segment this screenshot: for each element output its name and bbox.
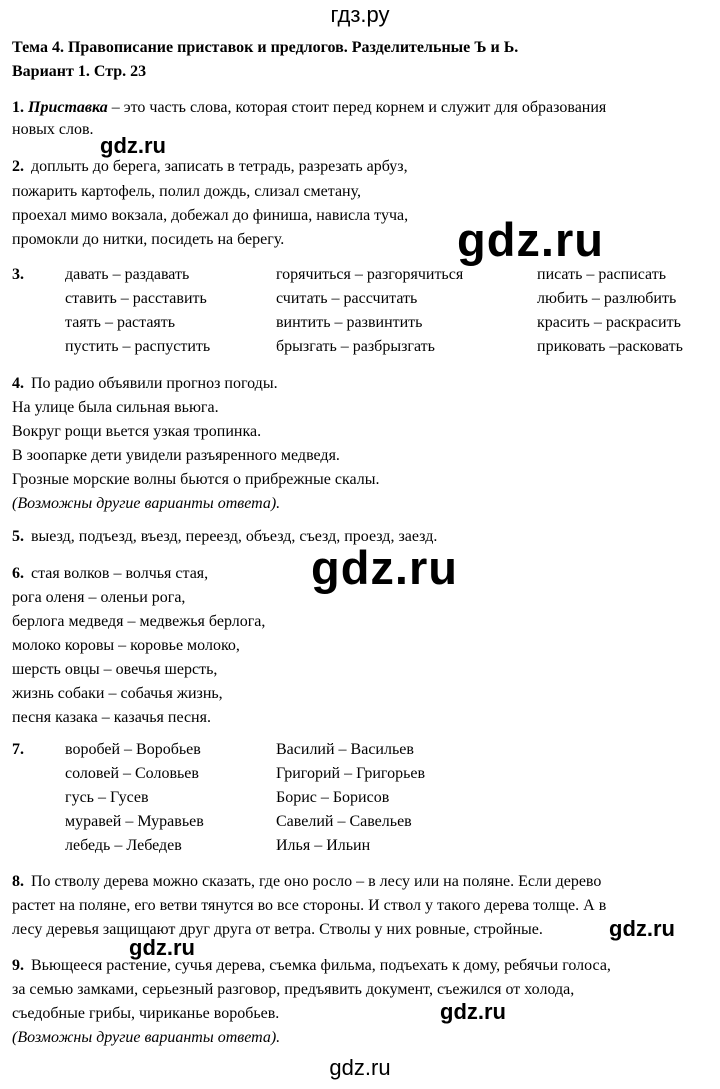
word-pair: приковать –расковать bbox=[537, 338, 683, 355]
task6-line: песня казака – казачья песня. bbox=[12, 709, 211, 726]
task-number: 6. bbox=[12, 565, 24, 582]
task9-line: съедобные грибы, чириканье воробьев. bbox=[12, 1005, 280, 1022]
task8-line: растет на поляне, его ветви тянутся во все стороны. И ствол у такого дерева толще. А в bbox=[12, 897, 607, 914]
watermark-large: gdz.ru bbox=[457, 213, 604, 266]
surname-pair: лебедь – Лебедев bbox=[65, 837, 182, 854]
word-pair: таять – растаять bbox=[65, 314, 176, 331]
task2-line: пожарить картофель, полил дождь, слизал сметану, bbox=[12, 183, 362, 200]
task9-line: за семью замками, серьезный разговор, предъявить документ, съежился от холода, bbox=[12, 981, 575, 998]
task-number: 4. bbox=[12, 375, 24, 392]
surname-pair: соловей – Соловьев bbox=[65, 765, 199, 782]
word-pair: писать – расписать bbox=[537, 266, 666, 283]
watermark-top: гдз.ру bbox=[330, 2, 390, 27]
word-pair: красить – раскрасить bbox=[537, 314, 681, 331]
task4-note: (Возможны другие варианты ответа). bbox=[12, 495, 281, 512]
surname-pair: Григорий – Григорьев bbox=[276, 765, 426, 782]
topic-title: Тема 4. Правописание приставок и предлогов. Разделительные Ъ и Ь. bbox=[12, 39, 519, 56]
task4-line: По радио объявили прогноз погоды. bbox=[31, 375, 278, 392]
task-number: 1. bbox=[12, 99, 24, 116]
watermark-small: gdz.ru bbox=[440, 999, 506, 1024]
watermark-bottom: gdz.ru bbox=[329, 1055, 391, 1080]
task2-line: промокли до нитки, посидеть на берегу. bbox=[12, 231, 285, 248]
task6-line: рога оленя – оленьи рога, bbox=[12, 589, 186, 606]
task-number: 5. bbox=[12, 528, 24, 545]
task-number: 9. bbox=[12, 957, 24, 974]
task4-line: На улице была сильная вьюга. bbox=[12, 399, 219, 416]
word-pair: ставить – расставить bbox=[65, 290, 207, 307]
task6-line: шерсть овцы – овечья шерсть, bbox=[12, 661, 218, 678]
surname-pair: Савелий – Савельев bbox=[276, 813, 412, 830]
word-pair: пустить – распустить bbox=[65, 338, 211, 355]
watermark-small: gdz.ru bbox=[100, 133, 166, 158]
term: Приставка bbox=[28, 99, 108, 116]
task9-line: Вьющееся растение, сучья дерева, съемка фильма, подъехать к дому, ребячьи голоса, bbox=[31, 957, 611, 974]
surname-pair: Илья – Ильин bbox=[276, 837, 371, 854]
task8-line: По стволу дерева можно сказать, где оно росло – в лесу или на поляне. Если дерево bbox=[31, 873, 602, 890]
task5-text: выезд, подъезд, въезд, переезд, объезд, съезд, проезд, заезд. bbox=[31, 528, 438, 545]
surname-pair: Борис – Борисов bbox=[276, 789, 390, 806]
variant-title: Вариант 1. Стр. 23 bbox=[12, 63, 147, 80]
definition: – это часть слова, которая стоит перед корнем и служит для образования bbox=[107, 99, 607, 116]
task6-line: молоко коровы – коровье молоко, bbox=[12, 637, 240, 654]
word-pair: горячиться – разгорячиться bbox=[276, 266, 464, 283]
word-pair: давать – раздавать bbox=[65, 266, 190, 283]
task-number: 7. bbox=[12, 741, 24, 758]
task2-line: доплыть до берега, записать в тетрадь, разрезать арбуз, bbox=[31, 158, 408, 175]
watermark-small: gdz.ru bbox=[129, 935, 195, 960]
word-pair: винтить – развинтить bbox=[276, 314, 423, 331]
task4-line: Вокруг рощи вьется узкая тропинка. bbox=[12, 423, 262, 440]
word-pair: любить – разлюбить bbox=[537, 290, 677, 307]
task1-line1 bbox=[12, 98, 606, 118]
task4-line: В зоопарке дети увидели разъяренного медведя. bbox=[12, 447, 340, 464]
task-number: 2. bbox=[12, 158, 24, 175]
surname-pair: муравей – Муравьев bbox=[65, 813, 204, 830]
task-number: 8. bbox=[12, 873, 24, 890]
task6-line: стая волков – волчья стая, bbox=[31, 565, 209, 582]
task9-note: (Возможны другие варианты ответа). bbox=[12, 1029, 281, 1046]
task6-line: жизнь собаки – собачья жизнь, bbox=[12, 685, 223, 702]
word-pair: брызгать – разбрызгать bbox=[276, 338, 435, 355]
watermark-small: gdz.ru bbox=[609, 916, 675, 941]
watermark-large: gdz.ru bbox=[311, 541, 458, 594]
surname-pair: воробей – Воробьев bbox=[65, 741, 201, 758]
task1-line2: новых слов. bbox=[12, 121, 94, 138]
task6-line: берлога медведя – медвежья берлога, bbox=[12, 613, 266, 630]
task2-line: проехал мимо вокзала, добежал до финиша, нависла туча, bbox=[12, 207, 409, 224]
word-pair: считать – рассчитать bbox=[276, 290, 418, 307]
surname-pair: гусь – Гусев bbox=[65, 789, 149, 806]
task4-line: Грозные морские волны бьются о прибрежные скалы. bbox=[12, 471, 380, 488]
surname-pair: Василий – Васильев bbox=[276, 741, 414, 758]
task-number: 3. bbox=[12, 266, 24, 283]
task8-line: лесу деревья защищают друг друга от ветра. Стволы у них ровные, стройные. bbox=[12, 921, 543, 938]
